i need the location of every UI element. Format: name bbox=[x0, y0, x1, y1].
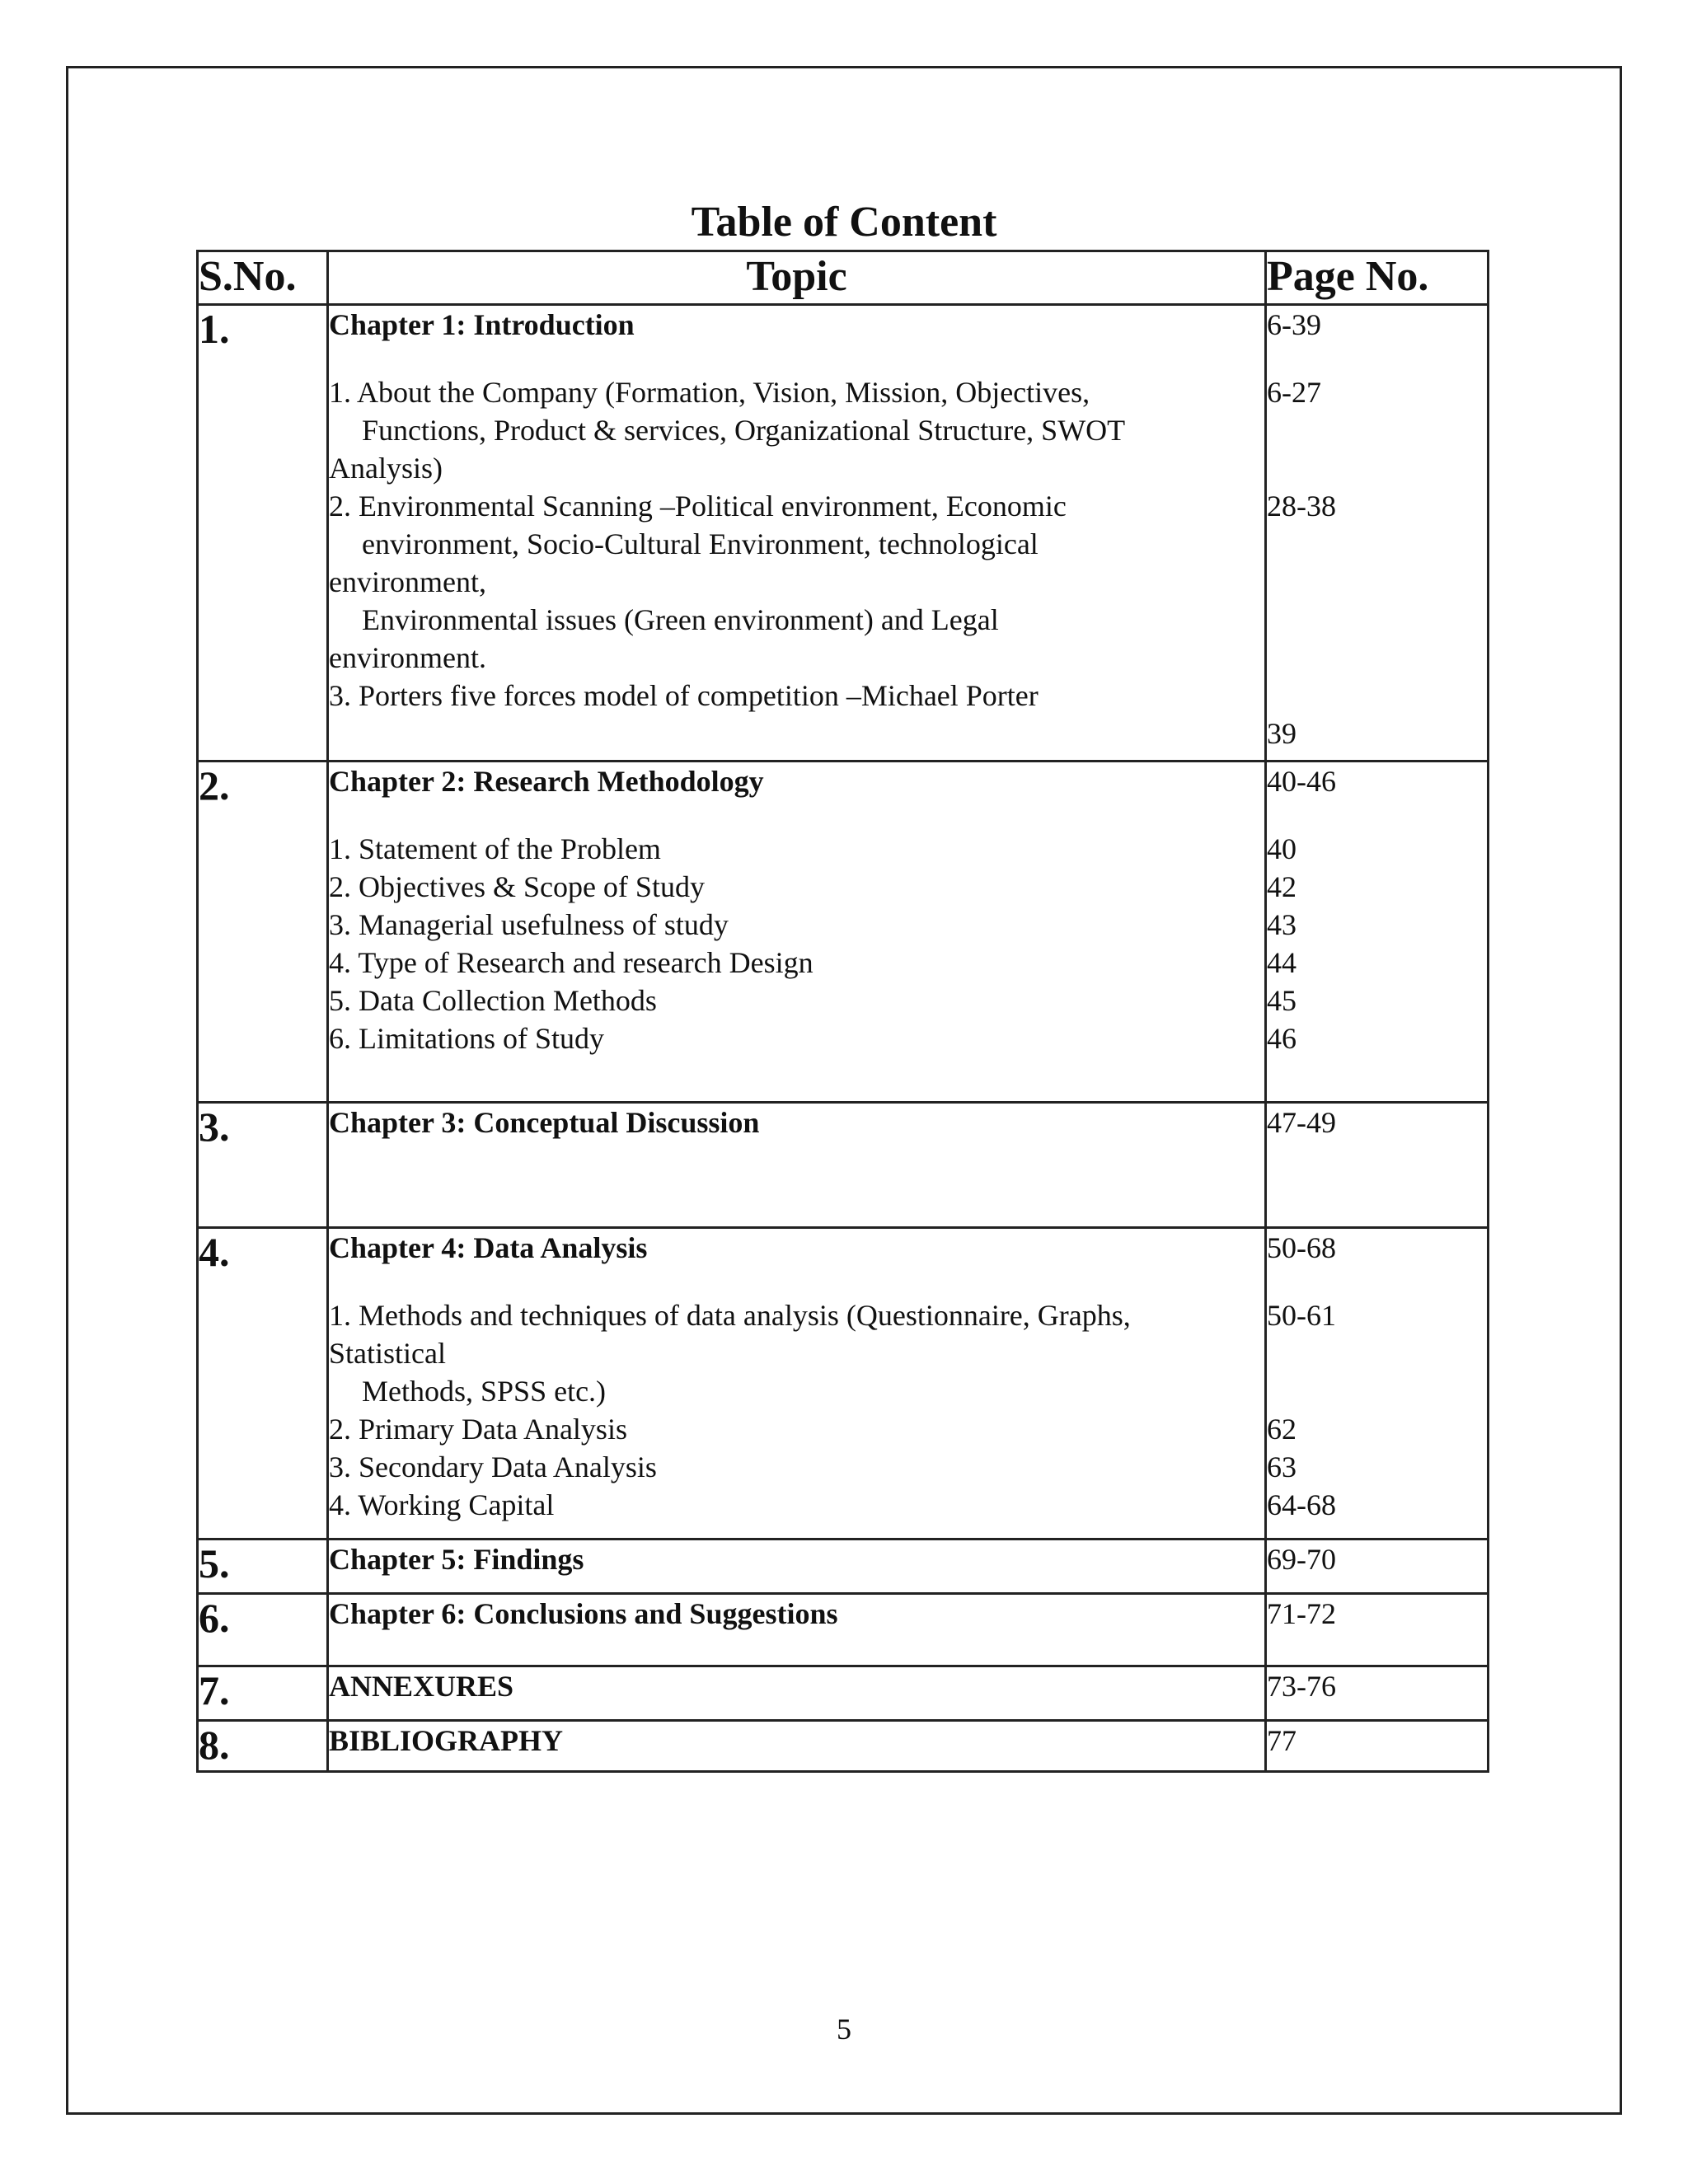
row-pages bbox=[1266, 1103, 1489, 1228]
row-sno: 8. bbox=[198, 1721, 328, 1772]
table-row bbox=[198, 1666, 1489, 1721]
row-pages bbox=[1266, 1594, 1489, 1666]
item-pages: 39 bbox=[1267, 717, 1296, 750]
table-row bbox=[198, 305, 1489, 762]
row-pages bbox=[1266, 1666, 1489, 1721]
chapter-title: Chapter 1: Introduction bbox=[329, 308, 635, 341]
chapter-pages: 77 bbox=[1267, 1724, 1296, 1757]
topic-line: 4. Type of Research and research Design bbox=[329, 946, 814, 979]
page-number: 5 bbox=[837, 2013, 851, 2046]
table-row bbox=[198, 1228, 1489, 1540]
row-pages bbox=[1266, 762, 1489, 1103]
chapter-title: Chapter 2: Research Methodology bbox=[329, 765, 764, 798]
table-row bbox=[198, 1103, 1489, 1228]
table-row bbox=[198, 762, 1489, 1103]
item-pages: 44 bbox=[1267, 946, 1296, 979]
chapter-title: Chapter 5: Findings bbox=[329, 1543, 584, 1576]
topic-line: Environmental issues (Green environment) and Legal bbox=[362, 603, 999, 636]
table-row bbox=[198, 1540, 1489, 1594]
topic-line: 2. Primary Data Analysis bbox=[329, 1413, 627, 1446]
topic-line: 3. Porters five forces model of competition –Michael Porter bbox=[329, 679, 1039, 712]
row-pages bbox=[1266, 1540, 1489, 1594]
item-pages: 50-61 bbox=[1267, 1299, 1336, 1332]
item-pages: 28-38 bbox=[1267, 490, 1336, 523]
chapter-title: Chapter 3: Conceptual Discussion bbox=[329, 1106, 760, 1139]
table-row bbox=[198, 1594, 1489, 1666]
row-topic bbox=[328, 762, 1266, 1103]
topic-line: Statistical bbox=[329, 1337, 446, 1370]
row-sno: 1. bbox=[198, 305, 328, 762]
topic-line: 3. Managerial usefulness of study bbox=[329, 908, 729, 941]
item-pages: 64-68 bbox=[1267, 1488, 1336, 1521]
item-pages: 46 bbox=[1267, 1022, 1296, 1055]
topic-line: Functions, Product & services, Organizational Structure, SWOT bbox=[362, 414, 1126, 447]
topic-line: 1. About the Company (Formation, Vision, Mission, Objectives, bbox=[329, 376, 1090, 409]
topic-line: 1. Methods and techniques of data analysis (Questionnaire, Graphs, bbox=[329, 1299, 1131, 1332]
chapter-title: Chapter 6: Conclusions and Suggestions bbox=[329, 1597, 838, 1630]
chapter-title: ANNEXURES bbox=[329, 1670, 514, 1703]
row-pages bbox=[1266, 305, 1489, 762]
row-pages bbox=[1266, 1721, 1489, 1772]
chapter-title: Chapter 4: Data Analysis bbox=[329, 1231, 648, 1264]
item-pages: 42 bbox=[1267, 870, 1296, 903]
row-sno: 3. bbox=[198, 1103, 328, 1228]
row-sno: 5. bbox=[198, 1540, 328, 1594]
topic-line: 3. Secondary Data Analysis bbox=[329, 1451, 657, 1483]
item-pages: 62 bbox=[1267, 1413, 1296, 1446]
chapter-pages: 73-76 bbox=[1267, 1670, 1336, 1703]
topic-line: environment, Socio-Cultural Environment, technological bbox=[362, 527, 1039, 560]
row-sno: 2. bbox=[198, 762, 328, 1103]
topic-line: 2. Environmental Scanning –Political environment, Economic bbox=[329, 490, 1067, 523]
topic-line: 1. Statement of the Problem bbox=[329, 832, 661, 865]
row-topic bbox=[328, 1594, 1266, 1666]
row-topic bbox=[328, 1666, 1266, 1721]
topic-line: 4. Working Capital bbox=[329, 1488, 555, 1521]
chapter-pages: 69-70 bbox=[1267, 1543, 1336, 1576]
item-pages: 6-27 bbox=[1267, 376, 1321, 409]
header-topic: Topic bbox=[328, 251, 1266, 305]
item-pages: 63 bbox=[1267, 1451, 1296, 1483]
row-topic bbox=[328, 1228, 1266, 1540]
chapter-pages: 50-68 bbox=[1267, 1231, 1336, 1264]
row-sno: 4. bbox=[198, 1228, 328, 1540]
toc-header-row bbox=[198, 251, 1489, 305]
item-pages: 45 bbox=[1267, 984, 1296, 1017]
row-topic bbox=[328, 1721, 1266, 1772]
row-sno: 7. bbox=[198, 1666, 328, 1721]
topic-line: 6. Limitations of Study bbox=[329, 1022, 605, 1055]
topic-line: Methods, SPSS etc.) bbox=[362, 1375, 607, 1408]
row-topic bbox=[328, 305, 1266, 762]
header-page: Page No. bbox=[1266, 251, 1489, 305]
page-title: Table of Content bbox=[691, 199, 997, 246]
header-sno: S.No. bbox=[198, 251, 328, 305]
chapter-title: BIBLIOGRAPHY bbox=[329, 1724, 564, 1757]
topic-line: environment. bbox=[329, 641, 486, 674]
item-pages: 40 bbox=[1267, 832, 1296, 865]
topic-line: 2. Objectives & Scope of Study bbox=[329, 870, 705, 903]
row-sno: 6. bbox=[198, 1594, 328, 1666]
topic-line: environment, bbox=[329, 565, 486, 598]
topic-line: Analysis) bbox=[329, 452, 443, 485]
chapter-pages: 40-46 bbox=[1267, 765, 1336, 798]
toc-table bbox=[196, 250, 1489, 1773]
chapter-pages: 6-39 bbox=[1267, 308, 1321, 341]
row-topic bbox=[328, 1103, 1266, 1228]
row-pages bbox=[1266, 1228, 1489, 1540]
chapter-pages: 71-72 bbox=[1267, 1597, 1336, 1630]
row-topic bbox=[328, 1540, 1266, 1594]
item-pages: 43 bbox=[1267, 908, 1296, 941]
topic-line: 5. Data Collection Methods bbox=[329, 984, 657, 1017]
table-row bbox=[198, 1721, 1489, 1772]
chapter-pages: 47-49 bbox=[1267, 1106, 1336, 1139]
